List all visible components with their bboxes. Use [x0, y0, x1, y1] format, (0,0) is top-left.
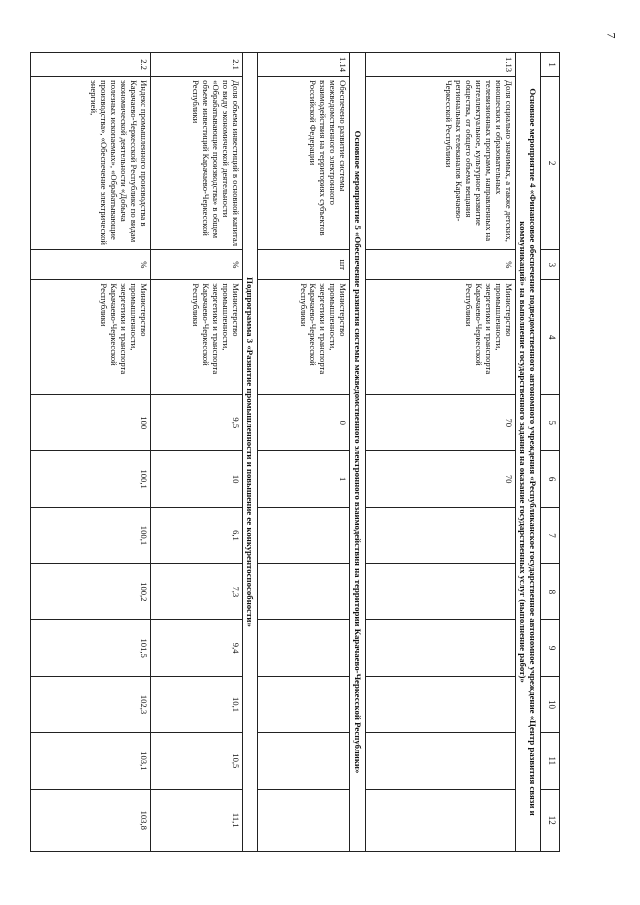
- column-header: 10: [541, 676, 560, 732]
- unit-cell: %: [151, 250, 243, 280]
- table-row: [365, 53, 515, 852]
- indicator-name: Обеспечено развитие системы межведомственного электронного взаимодействия на территориях субъектов Российской Федерации: [258, 77, 350, 250]
- indicator-name: Доля социально значимых, а также детских, юношеских и образовательных телевизионных программ, направленных на интеллектуальное, культурное развитие общества, от общего объема вещания региональных телеканалов Карачаево-Черкесской Республики: [365, 77, 515, 250]
- section-row: [515, 53, 540, 852]
- unit-cell: %: [365, 250, 515, 280]
- value-cell: [365, 564, 515, 620]
- value-cell: 10,1: [151, 676, 243, 732]
- value-cell: [258, 620, 350, 676]
- value-cell: [258, 507, 350, 563]
- value-cell: 9,4: [151, 620, 243, 676]
- executor-cell: Министерство промышленности, энергетики и транспорта Карачаево-Черкесской Республики: [31, 280, 151, 395]
- indicator-name: Индекс промышленного производства в Карачаево-Черкесской Республике по видам экономической деятельности «Добыча полезных ископаемых», «Обрабатывающие производства», «Обеспечение электрической энергией,: [31, 77, 151, 250]
- table-row: [151, 53, 243, 852]
- page-number: 7: [604, 32, 619, 39]
- table-row: [31, 53, 151, 852]
- indicator-name: Доля объема инвестиций в основной капитал по виду экономической деятельности «Обрабатывающие производства» в общем объеме инвестиций Карачаево-Черкесской Республики: [151, 77, 243, 250]
- section-heading: Основное мероприятие 5 «Обеспечение развития системы межведомственного электронного взаимодействия на территории Карачаево-Черкесской Республики»: [350, 53, 365, 852]
- value-cell: [258, 564, 350, 620]
- column-header: 11: [541, 733, 560, 789]
- row-number: 1.14: [258, 53, 350, 77]
- section-row: [350, 53, 365, 852]
- column-number-row: [541, 53, 560, 852]
- value-cell: 10,5: [151, 733, 243, 789]
- executor-cell: Министерство промышленности, энергетики и транспорта Карачаево-Черкесской Республики: [151, 280, 243, 395]
- value-cell: [258, 676, 350, 732]
- column-header: 6: [541, 451, 560, 507]
- row-number: 2.2: [31, 53, 151, 77]
- value-cell: 100,1: [31, 451, 151, 507]
- value-cell: 101,5: [31, 620, 151, 676]
- row-number: 1.13: [365, 53, 515, 77]
- executor-cell: Министерство промышленности, энергетики и транспорта Карачаево-Черкесской Республики: [258, 280, 350, 395]
- row-number: 2.1: [151, 53, 243, 77]
- column-header: 2: [541, 77, 560, 250]
- value-cell: 0: [258, 395, 350, 451]
- value-cell: [365, 620, 515, 676]
- value-cell: 9,5: [151, 395, 243, 451]
- column-header: 9: [541, 620, 560, 676]
- column-header: 3: [541, 250, 560, 280]
- value-cell: [258, 733, 350, 789]
- section-heading: Подпрограмма 3 «Развитие промышленности и повышение ее конкурентоспособности»: [243, 53, 258, 852]
- value-cell: 100,2: [31, 564, 151, 620]
- value-cell: 100,1: [31, 507, 151, 563]
- value-cell: 102,3: [31, 676, 151, 732]
- value-cell: [258, 789, 350, 851]
- column-header: 12: [541, 789, 560, 851]
- value-cell: [365, 507, 515, 563]
- unit-cell: %: [31, 250, 151, 280]
- value-cell: 11,1: [151, 789, 243, 851]
- value-cell: [365, 676, 515, 732]
- value-cell: [365, 789, 515, 851]
- table-row: [258, 53, 350, 852]
- column-header: 1: [541, 53, 560, 77]
- unit-cell: шт: [258, 250, 350, 280]
- section-row: [243, 53, 258, 852]
- value-cell: 70: [365, 395, 515, 451]
- indicators-table: [30, 52, 560, 852]
- value-cell: 6,1: [151, 507, 243, 563]
- value-cell: 100: [31, 395, 151, 451]
- section-heading: Основное мероприятие 4 «Финансовое обеспечение подведомственного автономного учреждения «Республиканское государственное автономное учреждение «Центр развития связи и коммуникаций» на выполнение государственного задания на оказание государственных услуг (выполнение работ)»: [515, 53, 540, 852]
- column-header: 4: [541, 280, 560, 395]
- column-header: 5: [541, 395, 560, 451]
- value-cell: 10: [151, 451, 243, 507]
- value-cell: 70: [365, 451, 515, 507]
- value-cell: 103,1: [31, 733, 151, 789]
- value-cell: 7,3: [151, 564, 243, 620]
- column-header: 8: [541, 564, 560, 620]
- column-header: 7: [541, 507, 560, 563]
- value-cell: 1: [258, 451, 350, 507]
- value-cell: 103,8: [31, 789, 151, 851]
- value-cell: [365, 733, 515, 789]
- rotated-table-page: [80, 52, 560, 852]
- executor-cell: Министерство промышленности, энергетики и транспорта Карачаево-Черкесской Республики: [365, 280, 515, 395]
